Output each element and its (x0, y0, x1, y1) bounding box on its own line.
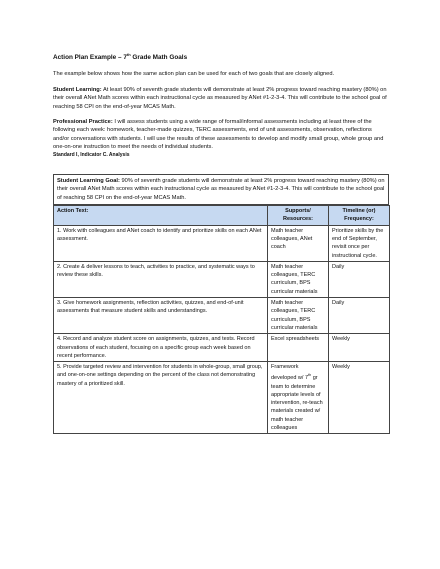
table-row (54, 362, 390, 434)
supports-cell: Excel spreadsheets (268, 334, 329, 362)
action-plan-table (53, 205, 390, 434)
timeline-cell: Weekly (329, 334, 390, 362)
document-content (53, 51, 389, 434)
supports-suffix: gr team to determine appropriate levels of intervention, re-teach materials created w/ math teacher colleagues (271, 375, 323, 432)
action-cell: 5. Provide targeted review and intervention for students in whole-group, small group, and one-on-one settings depending on the percent of the class not demonstrating mastery of a prioritized skill. (54, 362, 268, 434)
professional-practice-label: Professional Practice: (53, 118, 113, 125)
title-suffix: Grade Math Goals (130, 54, 188, 62)
action-cell: 1. Work with colleagues and ANet coach to identify and prioritize skills on each ANet assessment. (54, 225, 268, 261)
page-title (53, 51, 389, 62)
intro-paragraph: The example below shows how the same action plan can be used for each of two goals that are closely aligned. (53, 71, 335, 78)
professional-practice-text: I will assess students using a wide range of formal/informal assessments including at least three of the following each week: homework, teacher-made quizzes, TERC assessments, end of unit assessments, observation, reflections and/or conversations with students. I will use the results of these assessments to develop and modify small group, whole group and one-on-one instruction to meet the needs of individual students. (53, 118, 384, 151)
title-prefix: Action Plan Example – 7 (53, 54, 127, 62)
student-learning-paragraph (53, 86, 389, 112)
timeline-cell: Daily (329, 298, 390, 334)
title-superscript: th (126, 52, 131, 57)
supports-cell: Math teacher colleagues, TERC curriculum, BPS curricular materials (268, 261, 329, 297)
timeline-cell: Daily (329, 261, 390, 297)
table-row (54, 298, 390, 334)
student-learning-label: Student Learning: (53, 86, 102, 93)
table-row (54, 261, 390, 297)
header-action-text: Action Text: (54, 206, 268, 226)
student-learning-text: At least 90% of seventh grade students will demonstrate at least 2% progress toward reaching mastery (80%) on their overall ANet Math scores within each instructional cycle as measured by ANet #1-2-3-4. This will contribute to the school goal of reaching 58 CPI on the end-of-year MCAS Math. (53, 86, 387, 110)
standard-indicator: Standard I, Indicator C. Analysis (53, 151, 130, 158)
action-cell: 2. Create & deliver lessons to teach, activities to practice, and systematic ways to review these skills. (54, 261, 268, 297)
table-row (54, 334, 390, 362)
supports-cell: Math teacher colleagues, ANet coach (268, 225, 329, 261)
table-header-row (54, 206, 390, 226)
action-cell: 3. Give homework assignments, reflection activities, quizzes, and end-of-unit assessments that measure student skills and understandings. (54, 298, 268, 334)
goal-text: 90% of seventh grade students will demonstrate at least 2% progress toward reaching mastery (80%) on their overall ANet Math scores within each instructional cycle as measured by ANet #1-2-3-4. This will contribute to the school goal of reaching 58 CPI on the end-of-year MCAS Math. (57, 177, 385, 201)
timeline-cell: Prioritize skills by the end of September, revisit once per instructional cycle. (329, 225, 390, 261)
professional-practice-paragraph (53, 118, 389, 152)
header-supports: Supports/ Resources: (268, 206, 329, 226)
goal-label: Student Learning Goal: (57, 177, 120, 184)
header-timeline: Timeline (or) Frequency: (329, 206, 390, 226)
supports-cell (268, 362, 329, 434)
student-learning-goal-box (53, 174, 389, 205)
supports-prefix: Framework developed w/ 7 (271, 364, 308, 382)
supports-superscript: th (308, 373, 312, 378)
supports-cell: Math teacher colleagues, TERC curriculum, BPS curricular materials (268, 298, 329, 334)
action-cell: 4. Record and analyze student score on assignments, quizzes, and tests. Record observations of each student, focusing on a specific group each week based on recent performance. (54, 334, 268, 362)
table-row (54, 225, 390, 261)
timeline-cell: Weekly (329, 362, 390, 434)
